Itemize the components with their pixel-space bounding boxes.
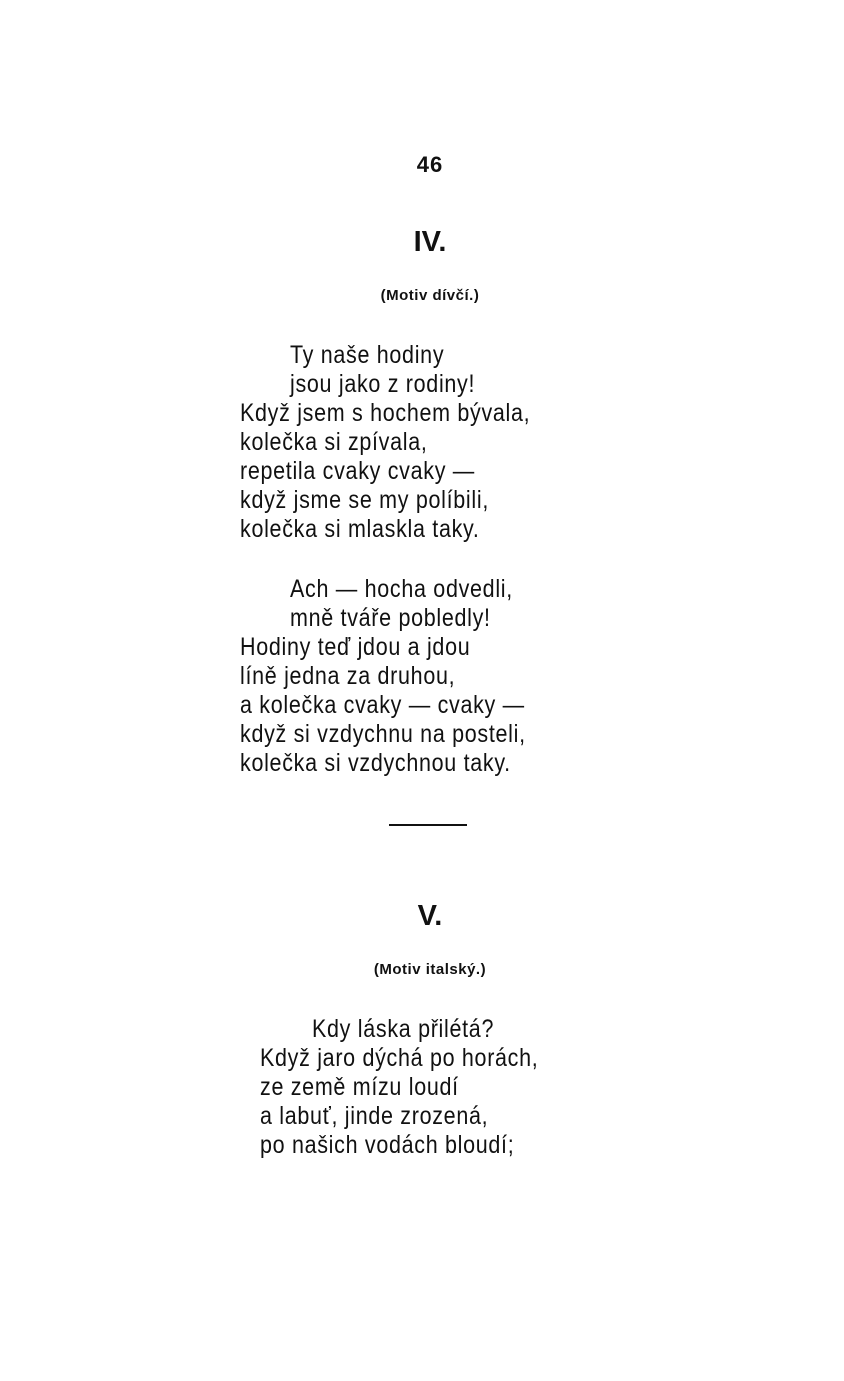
section-v-subtitle: (Motiv italský.) xyxy=(373,961,487,978)
poem-line: Ach — hocha odvedli, xyxy=(290,575,513,603)
poem-line: líně jedna za druhou, xyxy=(240,662,456,690)
poem-line: jsou jako z rodiny! xyxy=(290,370,476,398)
poem-line: Kdy láska přilétá? xyxy=(312,1015,495,1043)
poem-line: když si vzdychnu na posteli, xyxy=(240,720,526,748)
poem-line: po našich vodách bloudí; xyxy=(260,1131,515,1159)
poem-line: a labuť, jinde zrozená, xyxy=(260,1102,489,1130)
poem-line: kolečka si mlaskla taky. xyxy=(240,515,480,543)
poem-line: když jsme se my políbili, xyxy=(240,486,489,514)
poem-line: Ty naše hodiny xyxy=(290,341,445,369)
page-number: 46 xyxy=(416,152,444,177)
poem-line: a kolečka cvaky — cvaky — xyxy=(240,691,525,719)
section-iv-subtitle: (Motiv dívčí.) xyxy=(380,287,480,304)
poem-line: ze země mízu loudí xyxy=(260,1073,459,1101)
section-v-heading: V. xyxy=(417,900,443,932)
poem-line: Když jsem s hochem bývala, xyxy=(240,399,531,427)
poem-line: kolečka si vzdychnou taky. xyxy=(240,749,511,777)
section-iv-heading: IV. xyxy=(413,226,447,258)
poem-line: repetila cvaky cvaky — xyxy=(240,457,475,485)
poem-line: Když jaro dýchá po horách, xyxy=(260,1044,539,1072)
section-divider xyxy=(389,824,467,826)
poem-line: kolečka si zpívala, xyxy=(240,428,428,456)
poem-line: Hodiny teď jdou a jdou xyxy=(240,633,471,661)
poem-line: mně tváře pobledly! xyxy=(290,604,491,632)
